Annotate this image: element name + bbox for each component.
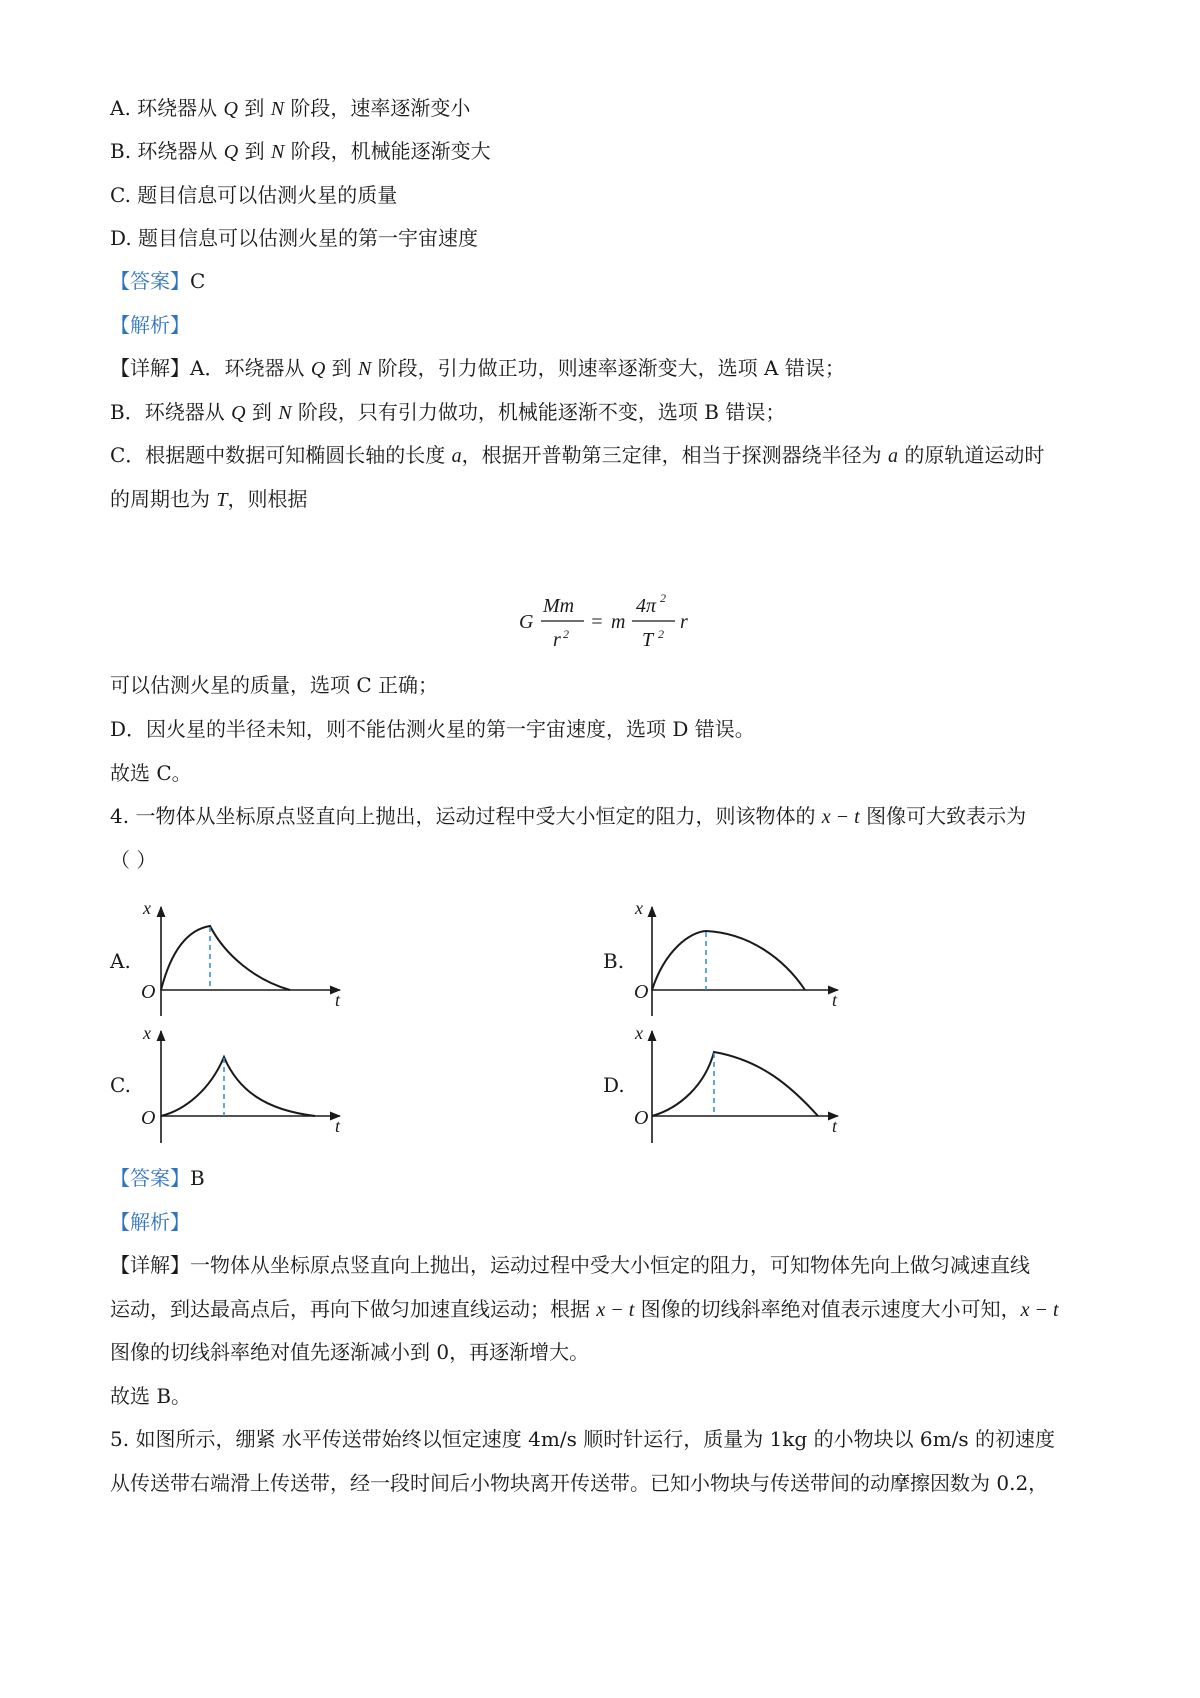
q3-option-a: A. 环绕器从 Q 到 N 阶段，速率逐渐变小 [110,96,471,120]
q3-option-b: B. 环绕器从 Q 到 N 阶段，机械能逐渐变大 [110,139,491,163]
q4-option-c-label: C. [110,1073,131,1097]
q3-detail-c1: C．根据题中数据可知椭圆长轴的长度 a，根据开普勒第三定律，相当于探测器绕半径为 a 的原轨道运动时 [110,443,1045,467]
graph-c-t-label: t [335,1116,341,1136]
graph-d-origin-label: O [634,1107,649,1129]
q4-answer: 【答案】B [110,1166,205,1190]
graph-a [161,907,340,1016]
q3-detail-d: D．因火星的半径未知，则不能估测火星的第一宇宙速度，选项 D 错误。 [110,717,755,741]
formula-r: r [680,611,688,633]
graph-a-origin-label: O [141,981,156,1003]
graph-c-x-label: x [143,1023,151,1043]
q3-option-d: D. 题目信息可以估测火星的第一宇宙速度 [110,226,479,250]
graph-a-curve [161,926,290,990]
q3-detail-a: 【详解】A．环绕器从 Q 到 N 阶段，引力做正功，则速率逐渐变大，选项 A 错误； [110,356,845,380]
q3-analysis-label: 【解析】 [110,313,190,337]
formula-eq: = [590,611,604,633]
formula-m: m [611,611,626,633]
formula-den1: r [553,629,561,651]
q3-option-c: C. 题目信息可以估测火星的质量 [110,183,398,207]
graph-b-x-label: x [635,898,643,918]
graph-d-curve [652,1052,818,1116]
graph-a-t-label: t [335,990,341,1010]
formula-num1: Mm [543,595,575,617]
graph-d [652,1031,838,1143]
q4-detail-3: 图像的切线斜率绝对值先逐渐减小到 0，再逐渐增大。 [110,1340,590,1364]
q3-detail-c3: 可以估测火星的质量，选项 C 正确； [110,673,439,697]
graph-b [652,907,838,1016]
formula-den2-exp: 2 [658,627,664,641]
q5-line-2: 从传送带右端滑上传送带，经一段时间后小物块离开传送带。已知小物块与传送带间的动摩擦因数为 0.2， [110,1471,1049,1495]
q3-conclusion: 故选 C。 [110,761,192,785]
q4-option-b-label: B. [603,949,625,973]
graph-d-x-label: x [635,1023,643,1043]
q5-line-1: 5. 如图所示，绷紧 水平传送带始终以恒定速度 4m/s 顺时针运行，质量为 1kg 的小物块以 6m/s 的初速度 [110,1427,1055,1451]
q3-answer: 【答案】C [110,269,206,293]
graph-b-t-label: t [832,990,838,1010]
q4-analysis-label: 【解析】 [110,1210,190,1234]
formula-num2-exp: 2 [660,591,666,605]
q4-detail-1: 【详解】一物体从坐标原点竖直向上抛出，运动过程中受大小恒定的阻力，可知物体先向上做匀减速直线 [110,1253,1030,1277]
formula-den1-exp: 2 [563,627,569,641]
formula-G: G [519,611,534,633]
graph-b-origin-label: O [634,981,649,1003]
q4-option-a-label: A. [110,949,131,973]
q4-detail-2: 运动，到达最高点后，再向下做匀加速直线运动；根据 x − t 图像的切线斜率绝对值表示速度大小可知，x − t [110,1297,1059,1321]
q4-option-d-label: D. [603,1073,625,1097]
graph-c [161,1031,340,1143]
q4-conclusion: 故选 B。 [110,1384,192,1408]
q3-detail-c2: 的周期也为 T，则根据 [110,487,308,511]
formula-num2: 4π [636,595,657,617]
graph-c-curve [161,1057,315,1116]
graph-a-x-label: x [143,898,151,918]
graph-d-t-label: t [832,1116,838,1136]
graph-b-curve [652,931,805,990]
formula-den2: T [642,629,654,651]
q4-blank: （ ） [110,848,157,872]
graph-c-origin-label: O [141,1107,156,1129]
q3-detail-b: B．环绕器从 Q 到 N 阶段，只有引力做功，机械能逐渐不变，选项 B 错误； [110,400,786,424]
q4-stem: 4. 一物体从坐标原点竖直向上抛出，运动过程中受大小恒定的阻力，则该物体的 x − t 图像可大致表示为 [110,804,1027,828]
